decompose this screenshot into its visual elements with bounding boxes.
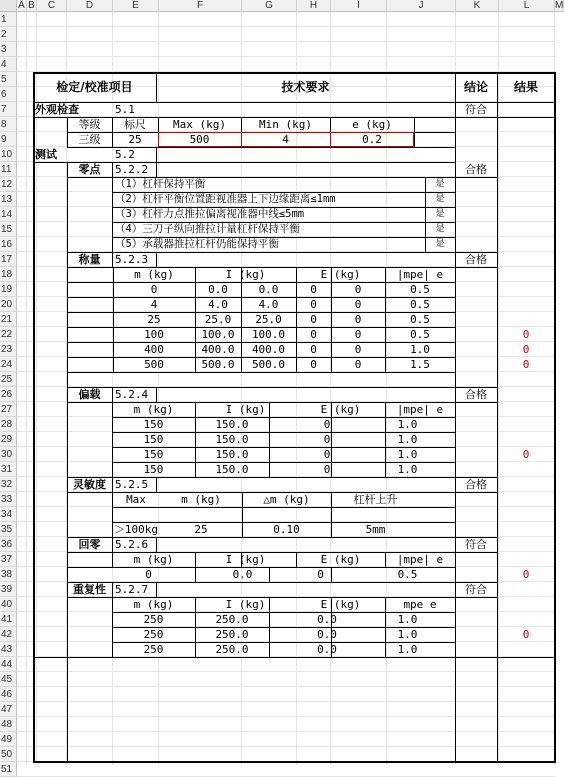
thick-border (33, 72, 35, 763)
row-header[interactable]: 44 (0, 657, 17, 672)
result-cell: 0 (522, 448, 530, 461)
table-cell: 1.0 (397, 613, 418, 626)
zero-check-mark: 是 (435, 224, 445, 234)
grade-value: 三级 (78, 133, 101, 146)
row-header[interactable]: 45 (0, 672, 17, 687)
verdict-cell: 符合 (465, 583, 487, 596)
col-header: m (kg) (134, 268, 174, 281)
section-code: 5.2.6 (115, 538, 149, 551)
zero-check-mark: 是 (435, 239, 445, 249)
column-header-g[interactable]: G (242, 0, 297, 12)
row-header[interactable]: 26 (0, 387, 17, 402)
e-value: 0.2 (362, 133, 382, 146)
row-header[interactable]: 16 (0, 237, 17, 252)
col-header: |mpe| e (396, 268, 444, 281)
table-cell: 0 (323, 463, 331, 476)
table-cell: 0 (323, 433, 331, 446)
result-cell: 0 (522, 328, 530, 341)
row-header[interactable]: 27 (0, 402, 17, 417)
verdict-cell: 合格 (465, 478, 487, 491)
table-cell: 0.5 (410, 298, 430, 311)
table-cell: 1.0 (397, 448, 418, 461)
col-header: I (kg) (225, 403, 266, 416)
col-header: mpe e (403, 598, 437, 611)
border-line (455, 492, 497, 493)
max-value: 500 (189, 133, 210, 146)
table-cell: 0.0 (258, 283, 279, 296)
row-header[interactable]: 29 (0, 432, 17, 447)
table-cell: 1.0 (410, 343, 430, 356)
header-conclusion-label: 结论 (463, 80, 488, 94)
gridline (17, 671, 555, 672)
table-cell: 25 (147, 313, 161, 326)
table-cell: 400.0 (201, 343, 235, 356)
table-cell: 0 (310, 358, 317, 371)
verdict-cell: 符合 (465, 538, 487, 551)
table-cell: 150 (143, 433, 164, 446)
row-header[interactable]: 34 (0, 507, 17, 522)
section-code: 5.2 (115, 148, 135, 161)
table-cell: 0 (323, 418, 331, 431)
row-header[interactable]: 38 (0, 567, 17, 582)
row-header[interactable]: 6 (0, 87, 17, 102)
scale-label: 标尺 (124, 118, 146, 131)
table-cell: 0.0 (208, 283, 228, 296)
table-cell: 150 (143, 418, 164, 431)
row-header[interactable]: 12 (0, 177, 17, 192)
row-header[interactable]: 10 (0, 147, 17, 162)
row-header[interactable]: 13 (0, 192, 17, 207)
col-header: I (kg) (225, 553, 266, 566)
row-header[interactable]: 33 (0, 492, 17, 507)
row-header[interactable]: 36 (0, 537, 17, 552)
col-header: m (kg) (133, 598, 174, 611)
row-header[interactable]: 20 (0, 297, 17, 312)
row-header[interactable]: 19 (0, 282, 17, 297)
column-header-m[interactable]: M (555, 0, 564, 11)
table-cell: 400.0 (251, 343, 286, 356)
zero-check-mark: 是 (435, 194, 445, 204)
row-header[interactable]: 47 (0, 702, 17, 717)
row-header[interactable]: 15 (0, 222, 17, 237)
section-code: 5.1 (115, 103, 135, 116)
header-result-label: 结果 (513, 80, 538, 94)
table-cell: 1.0 (397, 463, 418, 476)
zero-check-item: （4）三刀子纵向推拉计量杠杆保持平衡 (115, 223, 300, 235)
row-header[interactable]: 41 (0, 612, 17, 627)
col-header: |mpe| e (396, 553, 444, 566)
table-cell: 150 (143, 463, 164, 476)
row-header[interactable]: 3 (0, 42, 17, 57)
col-header: |mpe| e (396, 403, 444, 416)
zero-check-mark: 是 (435, 209, 445, 219)
section-code: 5.2.3 (115, 253, 149, 266)
table-cell: 1.0 (397, 418, 418, 431)
table-cell: 4 (150, 298, 158, 311)
column-header-h[interactable]: H (297, 0, 331, 12)
table-cell: 4.0 (258, 298, 279, 311)
column-header-a[interactable]: A (17, 0, 27, 12)
gridline (17, 701, 555, 702)
table-cell: 250 (143, 613, 164, 626)
row-header[interactable]: 2 (0, 27, 17, 42)
row-header[interactable]: 48 (0, 717, 17, 732)
gridline (36, 12, 37, 765)
table-cell: 0 (310, 298, 317, 311)
col-header: E (kg) (320, 553, 361, 566)
col-header: E (kg) (320, 403, 361, 416)
table-cell: 0 (310, 328, 317, 341)
border-line (455, 552, 497, 553)
section-title: 称量 (78, 253, 101, 266)
row-header[interactable]: 40 (0, 597, 17, 612)
row-header[interactable]: 28 (0, 417, 17, 432)
column-header-f[interactable]: F (159, 0, 242, 12)
table-cell: 1.5 (410, 358, 430, 371)
table-cell: 0 (323, 448, 331, 461)
row-header[interactable]: 1 (0, 12, 17, 27)
table-cell: 25.0 (255, 313, 282, 326)
gridline (498, 12, 499, 765)
column-header-i[interactable]: I (331, 0, 387, 12)
table-cell: 1.0 (397, 433, 418, 446)
table-cell: 0 (310, 313, 317, 326)
row-header[interactable]: 32 (0, 477, 17, 492)
row-header[interactable]: 46 (0, 687, 17, 702)
column-header-b[interactable]: B (27, 0, 37, 12)
result-cell: 0 (522, 628, 530, 641)
gridline (26, 12, 27, 765)
row-header[interactable]: 37 (0, 552, 17, 567)
row-header[interactable]: 17 (0, 252, 17, 267)
border-line (33, 657, 555, 658)
zero-check-item: （2）杠杆平衡位置距视准器上下边缘距离≤1mm (115, 193, 336, 205)
select-all-corner[interactable] (0, 0, 17, 12)
row-header[interactable]: 23 (0, 342, 17, 357)
row-header[interactable]: 49 (0, 732, 17, 747)
table-cell: 150.0 (215, 448, 249, 461)
table-cell: 4.0 (208, 298, 228, 311)
row-header[interactable]: 51 (0, 762, 17, 777)
gridline (17, 716, 555, 717)
row-header[interactable]: 4 (0, 57, 17, 72)
table-cell: 5mm (365, 523, 386, 536)
column-header-c[interactable]: C (37, 0, 67, 12)
border-line (455, 267, 497, 268)
border-line (455, 117, 497, 118)
section-title: 测试 (35, 148, 57, 161)
table-cell: 0.0 (317, 613, 337, 626)
table-cell: 0.0 (232, 568, 253, 581)
table-cell: 0.5 (410, 283, 430, 296)
border-line (414, 117, 415, 147)
table-cell: 0 (310, 343, 317, 356)
thick-border (554, 72, 556, 763)
column-header-k[interactable]: K (456, 0, 499, 12)
zero-check-item: （1）杠杆保持平衡 (115, 178, 206, 190)
zero-check-mark: 是 (435, 179, 445, 189)
gridline (17, 731, 555, 732)
row-header[interactable]: 21 (0, 312, 17, 327)
table-cell: 150 (143, 448, 164, 461)
result-cell: 0 (522, 358, 530, 371)
verdict-cell: 符合 (465, 103, 487, 116)
table-cell: 0.5 (397, 568, 418, 581)
column-header-l[interactable]: L (499, 0, 555, 12)
table-cell: 0.5 (410, 313, 430, 326)
border-line (112, 507, 455, 508)
table-cell: 250 (143, 628, 164, 641)
table-cell: 250 (143, 643, 164, 656)
section-code: 5.2.7 (115, 583, 149, 596)
row-header[interactable]: 39 (0, 582, 17, 597)
table-cell: 100.0 (251, 328, 286, 341)
e-label: e (kg) (352, 118, 392, 131)
gridline (17, 746, 555, 747)
result-cell: 0 (522, 343, 530, 356)
table-cell: 0 (317, 568, 324, 581)
column-header-j[interactable]: J (387, 0, 456, 12)
row-header[interactable]: 8 (0, 117, 17, 132)
table-cell: 0.10 (273, 523, 300, 536)
verdict-cell: 合格 (465, 253, 487, 266)
table-cell: 500.0 (201, 358, 235, 371)
max-label: Max (kg) (173, 118, 226, 131)
col-header: m (kg) (133, 403, 174, 416)
row-header[interactable]: 42 (0, 627, 17, 642)
table-cell: 0 (310, 283, 317, 296)
table-cell: 100.0 (201, 328, 235, 341)
gridline (17, 56, 555, 57)
row-header[interactable]: 9 (0, 132, 17, 147)
table-cell: 500 (144, 358, 164, 371)
table-cell: 0 (145, 568, 152, 581)
border-line (67, 372, 455, 373)
row-header[interactable]: 31 (0, 462, 17, 477)
table-cell: 0 (354, 298, 362, 311)
table-cell: 500.0 (251, 358, 286, 371)
table-cell: 0 (354, 343, 362, 356)
verdict-cell: 合格 (465, 388, 487, 401)
gridline (17, 686, 555, 687)
column-header-e[interactable]: E (113, 0, 159, 12)
table-cell: 250.0 (215, 628, 249, 641)
grade-label: 等级 (78, 118, 101, 131)
border-line (455, 267, 456, 372)
section-title: 重复性 (73, 583, 106, 596)
table-cell: 1.0 (397, 643, 418, 656)
border-line (497, 72, 498, 762)
table-cell: 0.5 (410, 328, 430, 341)
col-header: E (kg) (320, 268, 361, 281)
row-header[interactable]: 11 (0, 162, 17, 177)
table-cell: 0.0 (317, 643, 337, 656)
row-header[interactable]: 7 (0, 102, 17, 117)
table-cell: 0 (150, 283, 158, 296)
col-header: m (kg) (181, 493, 221, 506)
verdict-cell: 合格 (465, 163, 487, 176)
table-cell: 0 (354, 283, 362, 296)
row-header[interactable]: 30 (0, 447, 17, 462)
thick-border (33, 761, 555, 763)
table-cell: 0 (354, 328, 362, 341)
col-header: m (kg) (133, 553, 174, 566)
table-cell: 250.0 (215, 613, 249, 626)
col-header: Max (126, 493, 146, 506)
table-cell: 25.0 (204, 313, 232, 326)
table-cell: 150.0 (215, 418, 249, 431)
section-title: 偏载 (78, 388, 101, 401)
col-header: E (kg) (320, 598, 361, 611)
table-cell: 150.0 (215, 433, 249, 446)
table-cell: 250.0 (215, 643, 249, 656)
table-cell: 0 (354, 358, 362, 371)
column-header-d[interactable]: D (67, 0, 113, 12)
gridline (17, 26, 555, 27)
row-header[interactable]: 14 (0, 207, 17, 222)
section-code: 5.2.5 (115, 478, 149, 491)
section-title: 灵敏度 (73, 478, 106, 491)
table-cell: 100 (144, 328, 164, 341)
header-tech-label: 技术要求 (281, 80, 330, 94)
header-item-label: 检定/校准项目 (56, 80, 133, 94)
row-header[interactable]: 50 (0, 747, 17, 762)
table-cell: 1.0 (397, 628, 418, 641)
min-value: 4 (282, 133, 289, 146)
section-title: 零点 (78, 163, 101, 176)
row-header[interactable]: 22 (0, 327, 17, 342)
result-cell: 0 (522, 568, 530, 581)
row-header[interactable]: 43 (0, 642, 17, 657)
table-cell: 25 (194, 523, 208, 536)
table-cell: 0 (354, 313, 362, 326)
section-title: 外观检查 (35, 103, 79, 116)
border-line (455, 402, 497, 403)
table-cell: ＞100kg (113, 523, 159, 536)
min-label: Min (kg) (259, 118, 312, 131)
row-header[interactable]: 35 (0, 522, 17, 537)
row-header[interactable]: 24 (0, 357, 17, 372)
section-code: 5.2.2 (115, 163, 149, 176)
row-header[interactable]: 18 (0, 267, 17, 282)
col-header: I (kg) (225, 268, 266, 281)
col-header: I (kg) (225, 598, 266, 611)
section-title: 回零 (78, 538, 101, 551)
gridline (17, 41, 555, 42)
table-cell: 0.0 (317, 628, 337, 641)
zero-check-item: （5）承载器推拉杠杆仍能保持平衡 (115, 238, 279, 250)
col-header: △m (kg) (263, 493, 310, 506)
table-cell: 150.0 (215, 463, 249, 476)
border-line (455, 597, 497, 598)
col-header: 杠杆上升 (353, 493, 398, 506)
section-code: 5.2.4 (115, 388, 149, 401)
row-header[interactable]: 5 (0, 72, 17, 87)
scale-value: 25 (128, 133, 142, 146)
border-line (455, 177, 497, 178)
table-cell: 400 (144, 343, 164, 356)
row-header[interactable]: 25 (0, 372, 17, 387)
zero-check-item: （3）杠杆力点推拉偏离视准器中线≤5mm (115, 208, 305, 220)
